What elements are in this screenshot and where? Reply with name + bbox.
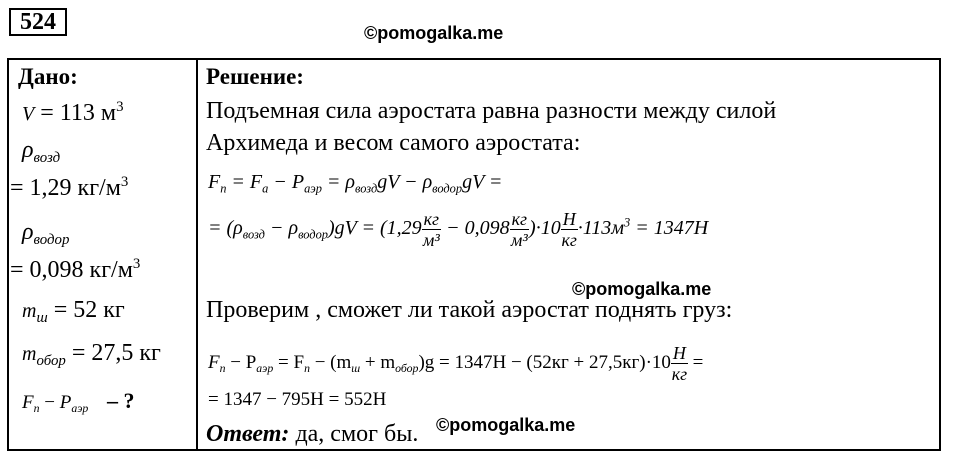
answer-line: Ответ: да, смог бы. <box>206 421 419 447</box>
problem-number: 524 <box>9 8 67 36</box>
solution-header: Решение: <box>206 64 304 89</box>
fraction-kg-m3-1: $\frac{кг}{\text{м³}}$ <box>422 209 440 250</box>
solution-text-line2: Архимеда и весом самого аэростата: <box>206 130 581 156</box>
given-rho-h-symbol: $\rho_{водор}$ <box>22 219 70 249</box>
watermark-middle: ©pomogalka.me <box>572 279 712 299</box>
given-mass-shell: $m_ш = 52$ кг <box>22 297 125 327</box>
given-rho-air-value: = 1,29 $кг/м^3$ <box>10 174 129 201</box>
given-mass-equipment: $m_{обор} = 27,5$ кг <box>22 340 161 370</box>
equation-1: $F_п = F_а - P_{аэр} = \rho_{возд}gV - \rho_{водор}gV$ = <box>208 171 503 196</box>
given-header: Дано: <box>18 64 78 89</box>
given-find: $F_п - P_{аэр}$ – ? <box>22 388 135 416</box>
solution-text-line1: Подъемная сила аэростата равна разности между силой <box>206 98 777 124</box>
fraction-n-kg-2: $\frac{Н}{кг}$ <box>671 343 688 384</box>
given-rho-h-value: = 0,098 $кг/м^3$ <box>10 256 141 283</box>
given-volume: V = 113 $м^3$ <box>22 99 124 126</box>
given-rho-air-symbol: $\rho_{возд}$ <box>22 137 61 167</box>
watermark-bottom: ©pomogalka.me <box>436 415 576 435</box>
column-divider <box>196 58 198 451</box>
watermark-top: ©pomogalka.me <box>364 23 504 43</box>
equation-4: = 1347 − 795Н = 552Н <box>208 389 387 410</box>
equation-3: $F_п - P_{аэр} = F_п - (m_ш + m_{обор})g = 1347Н - (52кг + 27,5кг)\cdot 10$ $\frac{Н}{кг}$ = <box>208 343 704 384</box>
solution-check-text: Проверим , сможет ли такой аэростат поднять груз: <box>206 297 733 323</box>
fraction-n-kg-1: $\frac{Н}{кг}$ <box>561 209 577 250</box>
fraction-kg-m3-2: $\frac{кг}{\text{м³}}$ <box>510 209 528 250</box>
equation-2: = $(\rho_{возд} - \rho_{водор})gV = (1,29$ $\frac{кг}{\text{м³}}$ − 0,098 $\frac{кг}{\text{м³}}$ )·10 $\frac{Н}{кг}$ $\cdot 113м^3 = 1347Н$ <box>208 209 709 250</box>
